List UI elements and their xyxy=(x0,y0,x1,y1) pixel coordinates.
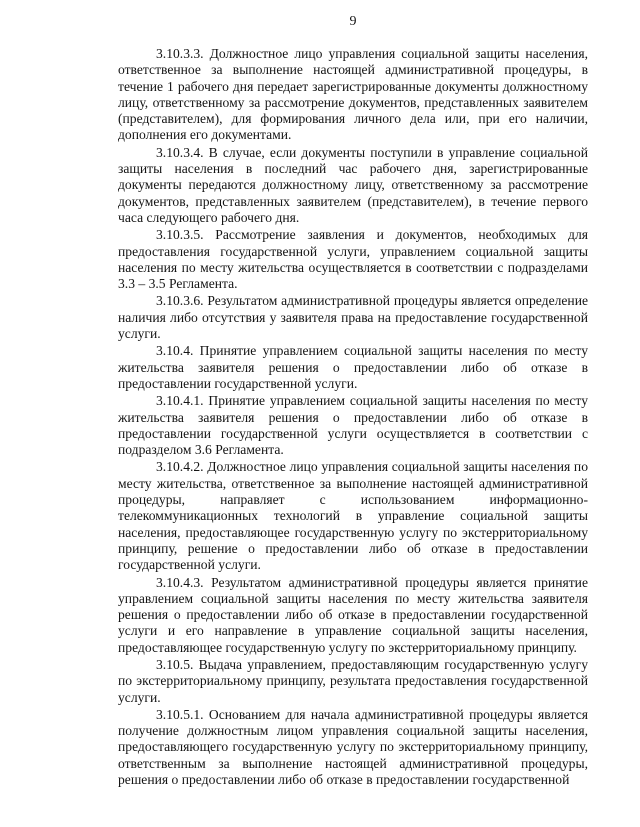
document-body xyxy=(118,46,588,788)
paragraph-3-10-3-4: 3.10.3.4. В случае, если документы поступили в управление социальной защиты населения в последний час рабочего дня, зарегистрированные документы передаются должностному лицу, ответственному за рассмотрение документов, представленных заявителем (представителем), в течение первого часа следующего рабочего дня. xyxy=(118,144,588,225)
paragraph-3-10-4: 3.10.4. Принятие управлением социальной защиты населения по месту жительства заявителя решения о предоставлении либо об отказе в предоставлении государственной услуги. xyxy=(118,343,588,391)
paragraph-3-10-3-6: 3.10.3.6. Результатом административной процедуры является определение наличия либо отсутствия у заявителя права на предоставление государственной услуги. xyxy=(118,293,588,342)
paragraph-3-10-5: 3.10.5. Выдача управлением, предоставляющим государственную услугу по экстерриториальному принципу, результата предоставления государственной услуги. xyxy=(118,656,588,705)
paragraph-3-10-4-2: 3.10.4.2. Должностное лицо управления социальной защиты населения по месту жительства, ответственное за выполнение настоящей административной процедуры, направляет с использованием информационно-телекоммуникационных технологий в управление социальной защиты населения, предоставляющее государственную услугу по экстерриториальному принципу, решение о предоставлении либо об отказе в предоставлении государственной услуги. xyxy=(118,459,588,573)
paragraph-3-10-5-1: 3.10.5.1. Основанием для начала административной процедуры является получение должностным лицом управления социальной защиты населения, предоставляющего государственную услугу по экстерриториальному принципу, ответственным за выполнение настоящей административной процедуры, решения о предоставлении либо об отказе в предоставлении государственной xyxy=(118,706,588,788)
paragraph-3-10-4-1: 3.10.4.1. Принятие управлением социальной защиты населения по месту жительства заявителя решения о предоставлении либо об отказе в предоставлении государственной услуги осуществляется в соответствии с подразделом 3.6 Регламента. xyxy=(118,393,588,458)
page-number: 9 xyxy=(349,14,357,29)
paragraph-3-10-3-3: 3.10.3.3. Должностное лицо управления социальной защиты населения, ответственное за выполнение настоящей административной процедуры, в течение 1 рабочего дня передает зарегистрированные документы должностному лицу, ответственному за рассмотрение документов, представленных заявителем (представителем), для формирования личного дела или, при его наличии, дополнения его документами. xyxy=(118,46,588,143)
paragraph-3-10-3-5: 3.10.3.5. Рассмотрение заявления и документов, необходимых для предоставления государственной услуги, управлением социальной защиты населения по месту жительства осуществляется в соответствии с подразделами 3.3 – 3.5 Регламента. xyxy=(118,227,588,292)
paragraph-3-10-4-3: 3.10.4.3. Результатом административной процедуры является принятие управлением социальной защиты населения по месту жительства заявителя решения о предоставлении либо об отказе в предоставлении государственной услуги и его направление в управление социальной защиты населения, предоставляющее государственную услугу по экстерриториальному принципу. xyxy=(118,574,588,655)
